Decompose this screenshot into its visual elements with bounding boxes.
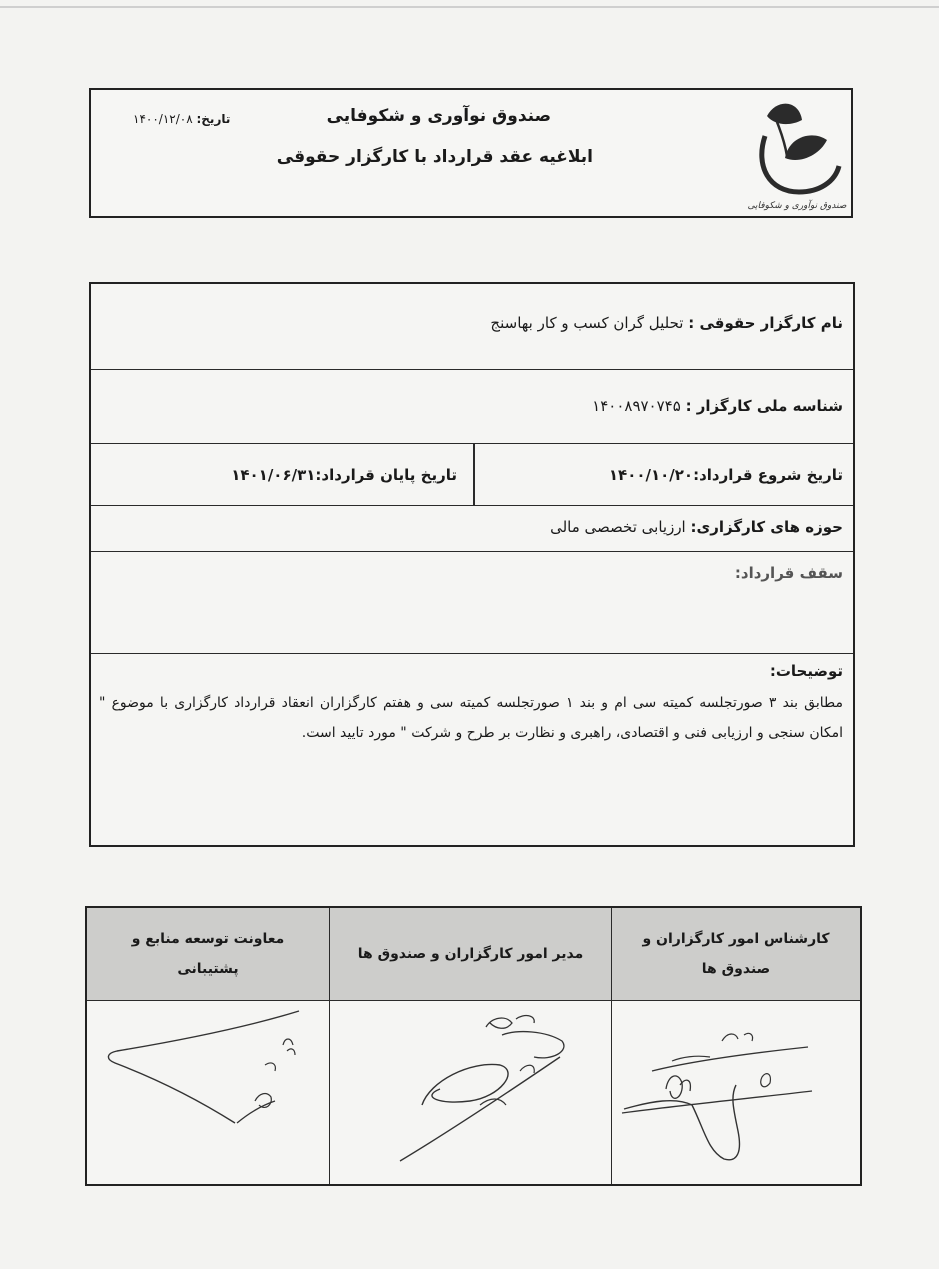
broker-name-label: نام کارگزار حقوقی : bbox=[688, 314, 843, 332]
signature-title-manager: مدیر امور کارگزاران و صندوق ها bbox=[357, 946, 584, 962]
column-divider bbox=[473, 444, 475, 506]
broker-name-value: تحلیل گران کسب و کار بهاسنج bbox=[490, 314, 689, 332]
description-text: مطابق بند ۳ صورتجلسه کمیته سی ام و بند ۱ صورتجلسه کمیته سی و هفتم کارگزاران انعقاد قرارداد کارگزاری با موضوع " امکان سنجی و ارزیابی فنی و اقتصادی، راهبری و نظارت بر طرح و شرکت " مورد تایید است. bbox=[99, 695, 843, 741]
signature-column-manager bbox=[329, 908, 612, 1184]
organization-name: صندوق نوآوری و شکوفایی bbox=[326, 106, 551, 126]
end-date-cell bbox=[231, 466, 457, 484]
document-header bbox=[89, 88, 853, 218]
document-title: ابلاغیه عقد قرارداد با کارگزار حقوقی bbox=[276, 147, 593, 167]
issue-date-label: تاریخ: bbox=[196, 112, 231, 126]
description-label: توضیحات: bbox=[769, 662, 843, 680]
signature-column-deputy bbox=[87, 908, 329, 1184]
national-id-label: شناسه ملی کارگزار : bbox=[685, 397, 843, 415]
signature-deputy bbox=[87, 1001, 329, 1184]
issue-date-value: ۱۴۰۰/۱۲/۰۸ bbox=[133, 112, 193, 126]
fields-row bbox=[91, 506, 853, 552]
contract-cap-row bbox=[91, 552, 853, 654]
signature-header-manager bbox=[330, 908, 611, 1001]
broker-name-row bbox=[91, 284, 853, 370]
national-id-value: ۱۴۰۰۸۹۷۰۷۴۵ bbox=[592, 397, 686, 415]
signature-title-deputy: معاونت توسعه منابع و پشتیبانی bbox=[131, 931, 285, 977]
contract-dates-row bbox=[91, 444, 853, 506]
signature-column-expert bbox=[612, 908, 860, 1184]
signature-title-expert: کارشناس امور کارگزاران و صندوق ها bbox=[642, 931, 830, 977]
signature-manager bbox=[330, 1001, 611, 1184]
national-id-row bbox=[91, 370, 853, 444]
description-row bbox=[91, 654, 853, 845]
signature-header-expert bbox=[612, 908, 860, 1001]
scan-edge-line bbox=[0, 6, 939, 8]
signature-expert bbox=[612, 1001, 860, 1184]
issue-date bbox=[133, 112, 230, 126]
signatures-table bbox=[85, 906, 862, 1186]
signature-header-deputy bbox=[87, 908, 329, 1001]
fields-label: حوزه های کارگزاری: bbox=[690, 518, 843, 536]
fund-logo-icon bbox=[747, 96, 847, 214]
contract-cap-label: سقف قرارداد: bbox=[734, 564, 843, 582]
start-date-label: تاریخ شروع قرارداد: bbox=[693, 466, 843, 484]
start-date-value: ۱۴۰۰/۱۰/۲۰ bbox=[608, 466, 694, 484]
fields-value: ارزیابی تخصصی مالی bbox=[550, 518, 691, 536]
end-date-label: تاریخ پایان قرارداد: bbox=[315, 466, 457, 484]
contract-info-table bbox=[89, 282, 855, 847]
svg-text:صندوق نوآوری و شکوفایی: صندوق نوآوری و شکوفایی bbox=[747, 201, 847, 211]
end-date-value: ۱۴۰۱/۰۶/۳۱ bbox=[231, 466, 316, 484]
start-date-cell bbox=[609, 466, 843, 484]
